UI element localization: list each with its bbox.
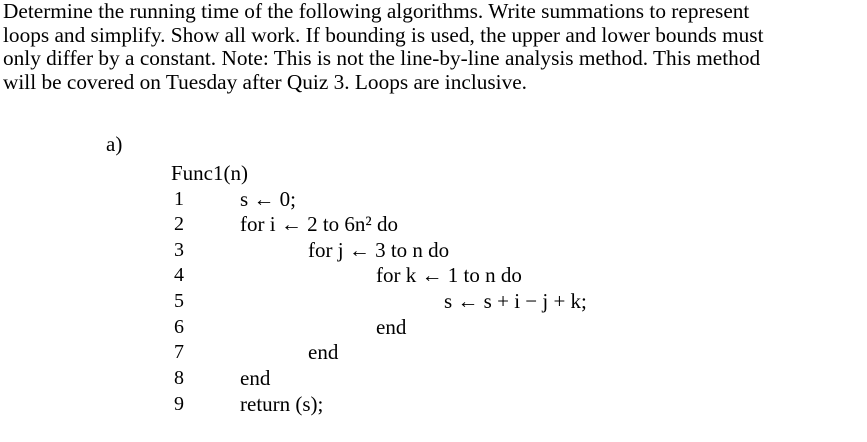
line-number: 1 xyxy=(174,188,184,210)
instructions xyxy=(3,0,865,94)
line-number: 4 xyxy=(174,264,184,286)
instructions-line-3: only differ by a constant. Note: This is not the line-by-line analysis method. This method xyxy=(3,46,761,71)
code-line: end xyxy=(376,315,407,339)
algorithm-row xyxy=(0,315,867,341)
line-number: 8 xyxy=(174,367,184,389)
code-line: s ← 0; xyxy=(240,187,297,211)
code-line: for j ← 3 to n do xyxy=(308,238,450,262)
part-label: a) xyxy=(106,132,123,156)
algorithm-row xyxy=(0,340,867,366)
code-line: return (s); xyxy=(240,392,324,416)
line-number: 2 xyxy=(174,213,184,235)
code-line: s ← s + i − j + k; xyxy=(444,289,587,313)
code-line: for k ← 1 to n do xyxy=(376,263,522,287)
code-line: end xyxy=(240,366,271,390)
code-line: end xyxy=(308,340,339,364)
algorithm-row xyxy=(0,263,867,289)
algorithm-row xyxy=(0,366,867,392)
algorithm-row xyxy=(0,238,867,264)
line-number: 6 xyxy=(174,316,184,338)
line-number: 3 xyxy=(174,239,184,261)
instructions-line-2: loops and simplify. Show all work. If bounding is used, the upper and lower bounds must xyxy=(3,22,764,47)
code-line: for i ← 2 to 6n² do xyxy=(240,212,398,236)
instructions-line-1: Determine the running time of the following algorithms. Write summations to represent xyxy=(3,0,750,23)
algorithm-row xyxy=(0,187,867,213)
instructions-line-4: will be covered on Tuesday after Quiz 3. Loops are inclusive. xyxy=(3,69,528,94)
line-number: 5 xyxy=(174,290,184,312)
line-number: 9 xyxy=(174,393,184,415)
line-number: 7 xyxy=(174,341,184,363)
algorithm-row xyxy=(0,392,867,418)
function-header: Func1(n) xyxy=(171,161,248,185)
algorithm-row xyxy=(0,212,867,238)
algorithm-row xyxy=(0,289,867,315)
